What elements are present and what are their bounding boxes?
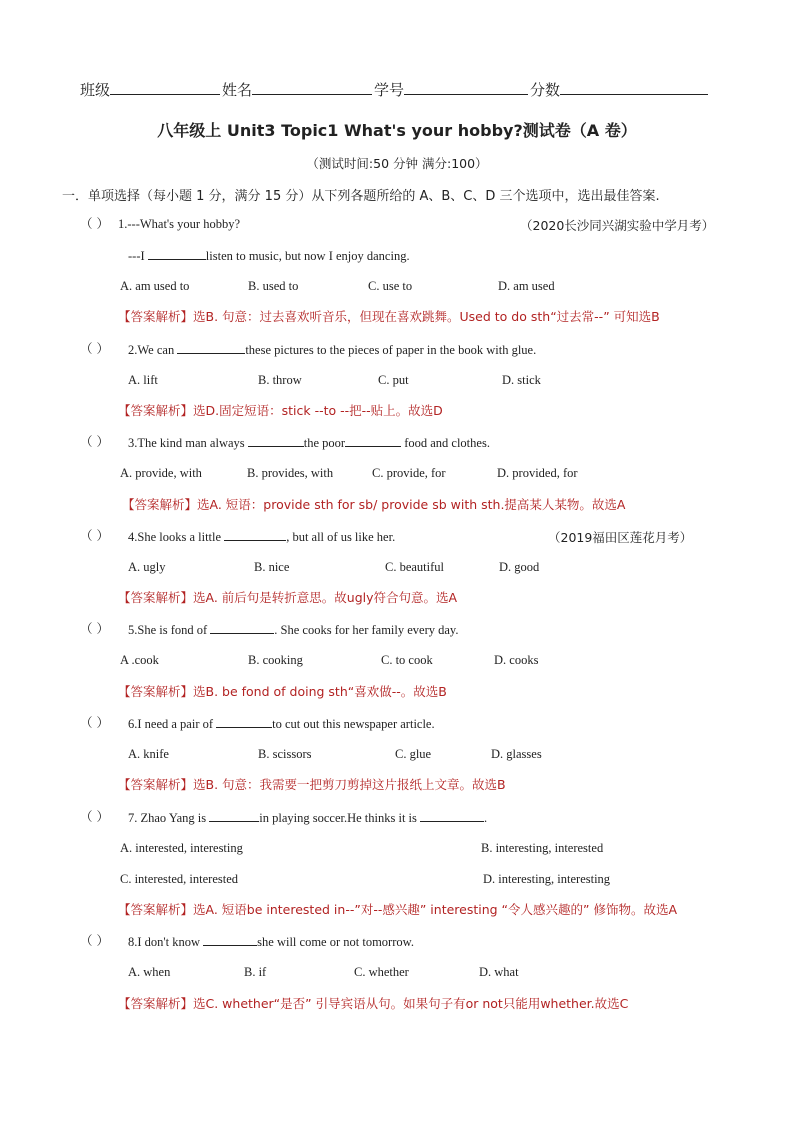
question-stem — [128, 434, 490, 451]
blank — [224, 528, 286, 541]
stem-text: the poor — [303, 436, 346, 450]
answer-explanation: 【答案解析】选B. 句意：我需要一把剪刀剪掉这片报纸上文章。故选B — [118, 777, 506, 792]
class-label: 班级 — [80, 81, 111, 99]
option-a[interactable]: A .cook — [120, 653, 159, 667]
blank — [177, 341, 245, 354]
option-b[interactable]: B. if — [244, 965, 267, 979]
option-a[interactable]: A. ugly — [128, 560, 166, 574]
option-b[interactable]: B. cooking — [248, 653, 303, 667]
question-source: （2020长沙同兴湖实验中学月考） — [520, 218, 715, 233]
blank — [216, 715, 272, 728]
answer-explanation: 【答案解析】选A. 前后句是转折意思。故ugly符合句意。选A — [118, 590, 458, 605]
stem-text: she will come or not tomorrow. — [257, 935, 414, 949]
answer-paren[interactable]: （ ） — [80, 528, 109, 543]
answer-paren[interactable]: （ ） — [80, 434, 109, 449]
stem-text: 6.I need a pair of — [128, 717, 217, 731]
answer-paren[interactable]: （ ） — [80, 933, 109, 948]
question-source: （2019福田区莲花月考） — [548, 530, 693, 545]
stem-text: 1.---What's your hobby? — [118, 217, 241, 231]
option-a[interactable]: A. provide, with — [120, 466, 202, 480]
name-label: 姓名 — [222, 81, 253, 99]
option-d[interactable]: D. am used — [498, 279, 555, 293]
answer-explanation: 【答案解析】选D.固定短语：stick --to --把--贴上。故选D — [118, 403, 443, 418]
stem-text: listen to music, but now I enjoy dancing. — [205, 249, 410, 263]
stem-text: 3.The kind man always — [128, 436, 248, 450]
blank — [345, 434, 401, 447]
option-d[interactable]: D. cooks — [494, 653, 539, 667]
answer-paren[interactable]: （ ） — [80, 341, 109, 356]
option-c[interactable]: C. put — [378, 373, 409, 387]
option-c[interactable]: C. glue — [395, 747, 432, 761]
stem-text: to cut out this newspaper article. — [272, 717, 435, 731]
page-title: 八年级上 Unit3 Topic1 What's your hobby?测试卷（A 卷） — [157, 121, 637, 140]
answer-paren[interactable]: （ ） — [80, 621, 109, 636]
answer-explanation: 【答案解析】选B. 句意：过去喜欢听音乐，但现在喜欢跳舞。Used to do sth“过去常--” 可知选B — [118, 309, 660, 324]
stem-text: ---I — [128, 249, 148, 263]
stem-text: 4.She looks a little — [128, 530, 225, 544]
student-info-row — [80, 79, 710, 100]
option-d[interactable]: D. glasses — [491, 747, 542, 761]
blank — [148, 247, 206, 260]
stem-text: . She cooks for her family every day. — [274, 623, 459, 637]
blank — [420, 809, 484, 822]
answer-explanation: 【答案解析】选C. whether“是否” 引导宾语从句。如果句子有or not只能用whether.故选C — [118, 996, 629, 1011]
stem-text: 2.We can — [128, 343, 178, 357]
exam-info: （测试时间:50 分钟 满分:100） — [306, 156, 488, 171]
id-label: 学号 — [374, 81, 405, 99]
option-a[interactable]: A. interested, interesting — [120, 841, 243, 855]
option-d[interactable]: D. interesting, interesting — [483, 872, 611, 886]
question-stem-line2 — [128, 247, 410, 264]
answer-paren[interactable]: （ ） — [80, 216, 109, 231]
question-stem — [128, 715, 435, 732]
section-heading: 一．单项选择（每小题 1 分，满分 15 分）从下列各题所给的 A、B、C、D 三个选项中，选出最佳答案. — [62, 189, 660, 204]
stem-text: , but all of us like her. — [286, 530, 396, 544]
option-a[interactable]: A. am used to — [120, 279, 190, 293]
stem-text: 8.I don't know — [128, 935, 204, 949]
question-stem — [128, 621, 459, 638]
option-a[interactable]: A. lift — [128, 373, 158, 387]
option-b[interactable]: B. scissors — [258, 747, 312, 761]
question-stem — [128, 341, 536, 358]
option-c[interactable]: C. to cook — [381, 653, 433, 667]
option-b[interactable]: B. interesting, interested — [481, 841, 604, 855]
answer-paren[interactable]: （ ） — [80, 715, 109, 730]
option-c[interactable]: C. beautiful — [385, 560, 445, 574]
stem-text: . — [484, 811, 488, 825]
question-stem — [118, 216, 240, 232]
blank — [210, 621, 274, 634]
option-b[interactable]: B. used to — [248, 279, 299, 293]
answer-explanation: 【答案解析】选A. 短语be interested in--”对--感兴趣” interesting “令人感兴趣的” 修饰物。故选A — [118, 902, 678, 917]
stem-text: 7. Zhao Yang is — [128, 811, 210, 825]
blank — [248, 434, 304, 447]
answer-explanation: 【答案解析】选A. 短语：provide sth for sb/ provide sb with sth.提高某人某物。故选A — [122, 497, 626, 512]
option-c[interactable]: C. whether — [354, 965, 409, 979]
option-b[interactable]: B. provides, with — [247, 466, 334, 480]
question-stem — [128, 528, 395, 545]
stem-text: food and clothes. — [401, 436, 490, 450]
name-field[interactable] — [252, 80, 372, 95]
option-c[interactable]: C. provide, for — [372, 466, 446, 480]
option-d[interactable]: D. stick — [502, 373, 541, 387]
score-label: 分数 — [530, 81, 561, 99]
option-d[interactable]: D. good — [499, 560, 540, 574]
score-field[interactable] — [560, 80, 708, 95]
blank — [209, 809, 259, 822]
option-c[interactable]: C. use to — [368, 279, 413, 293]
blank — [203, 933, 257, 946]
option-d[interactable]: D. provided, for — [497, 466, 578, 480]
answer-explanation: 【答案解析】选B. be fond of doing sth“喜欢做--。故选B — [118, 684, 447, 699]
stem-text: in playing soccer.He thinks it is — [259, 811, 421, 825]
option-d[interactable]: D. what — [479, 965, 519, 979]
question-stem — [128, 933, 414, 950]
class-field[interactable] — [110, 80, 220, 95]
option-a[interactable]: A. knife — [128, 747, 169, 761]
option-b[interactable]: B. throw — [258, 373, 302, 387]
id-field[interactable] — [404, 80, 528, 95]
stem-text: 5.She is fond of — [128, 623, 211, 637]
answer-paren[interactable]: （ ） — [80, 809, 109, 824]
option-c[interactable]: C. interested, interested — [120, 872, 239, 886]
option-b[interactable]: B. nice — [254, 560, 290, 574]
stem-text: these pictures to the pieces of paper in the book with glue. — [245, 343, 537, 357]
question-stem — [128, 809, 487, 826]
option-a[interactable]: A. when — [128, 965, 171, 979]
